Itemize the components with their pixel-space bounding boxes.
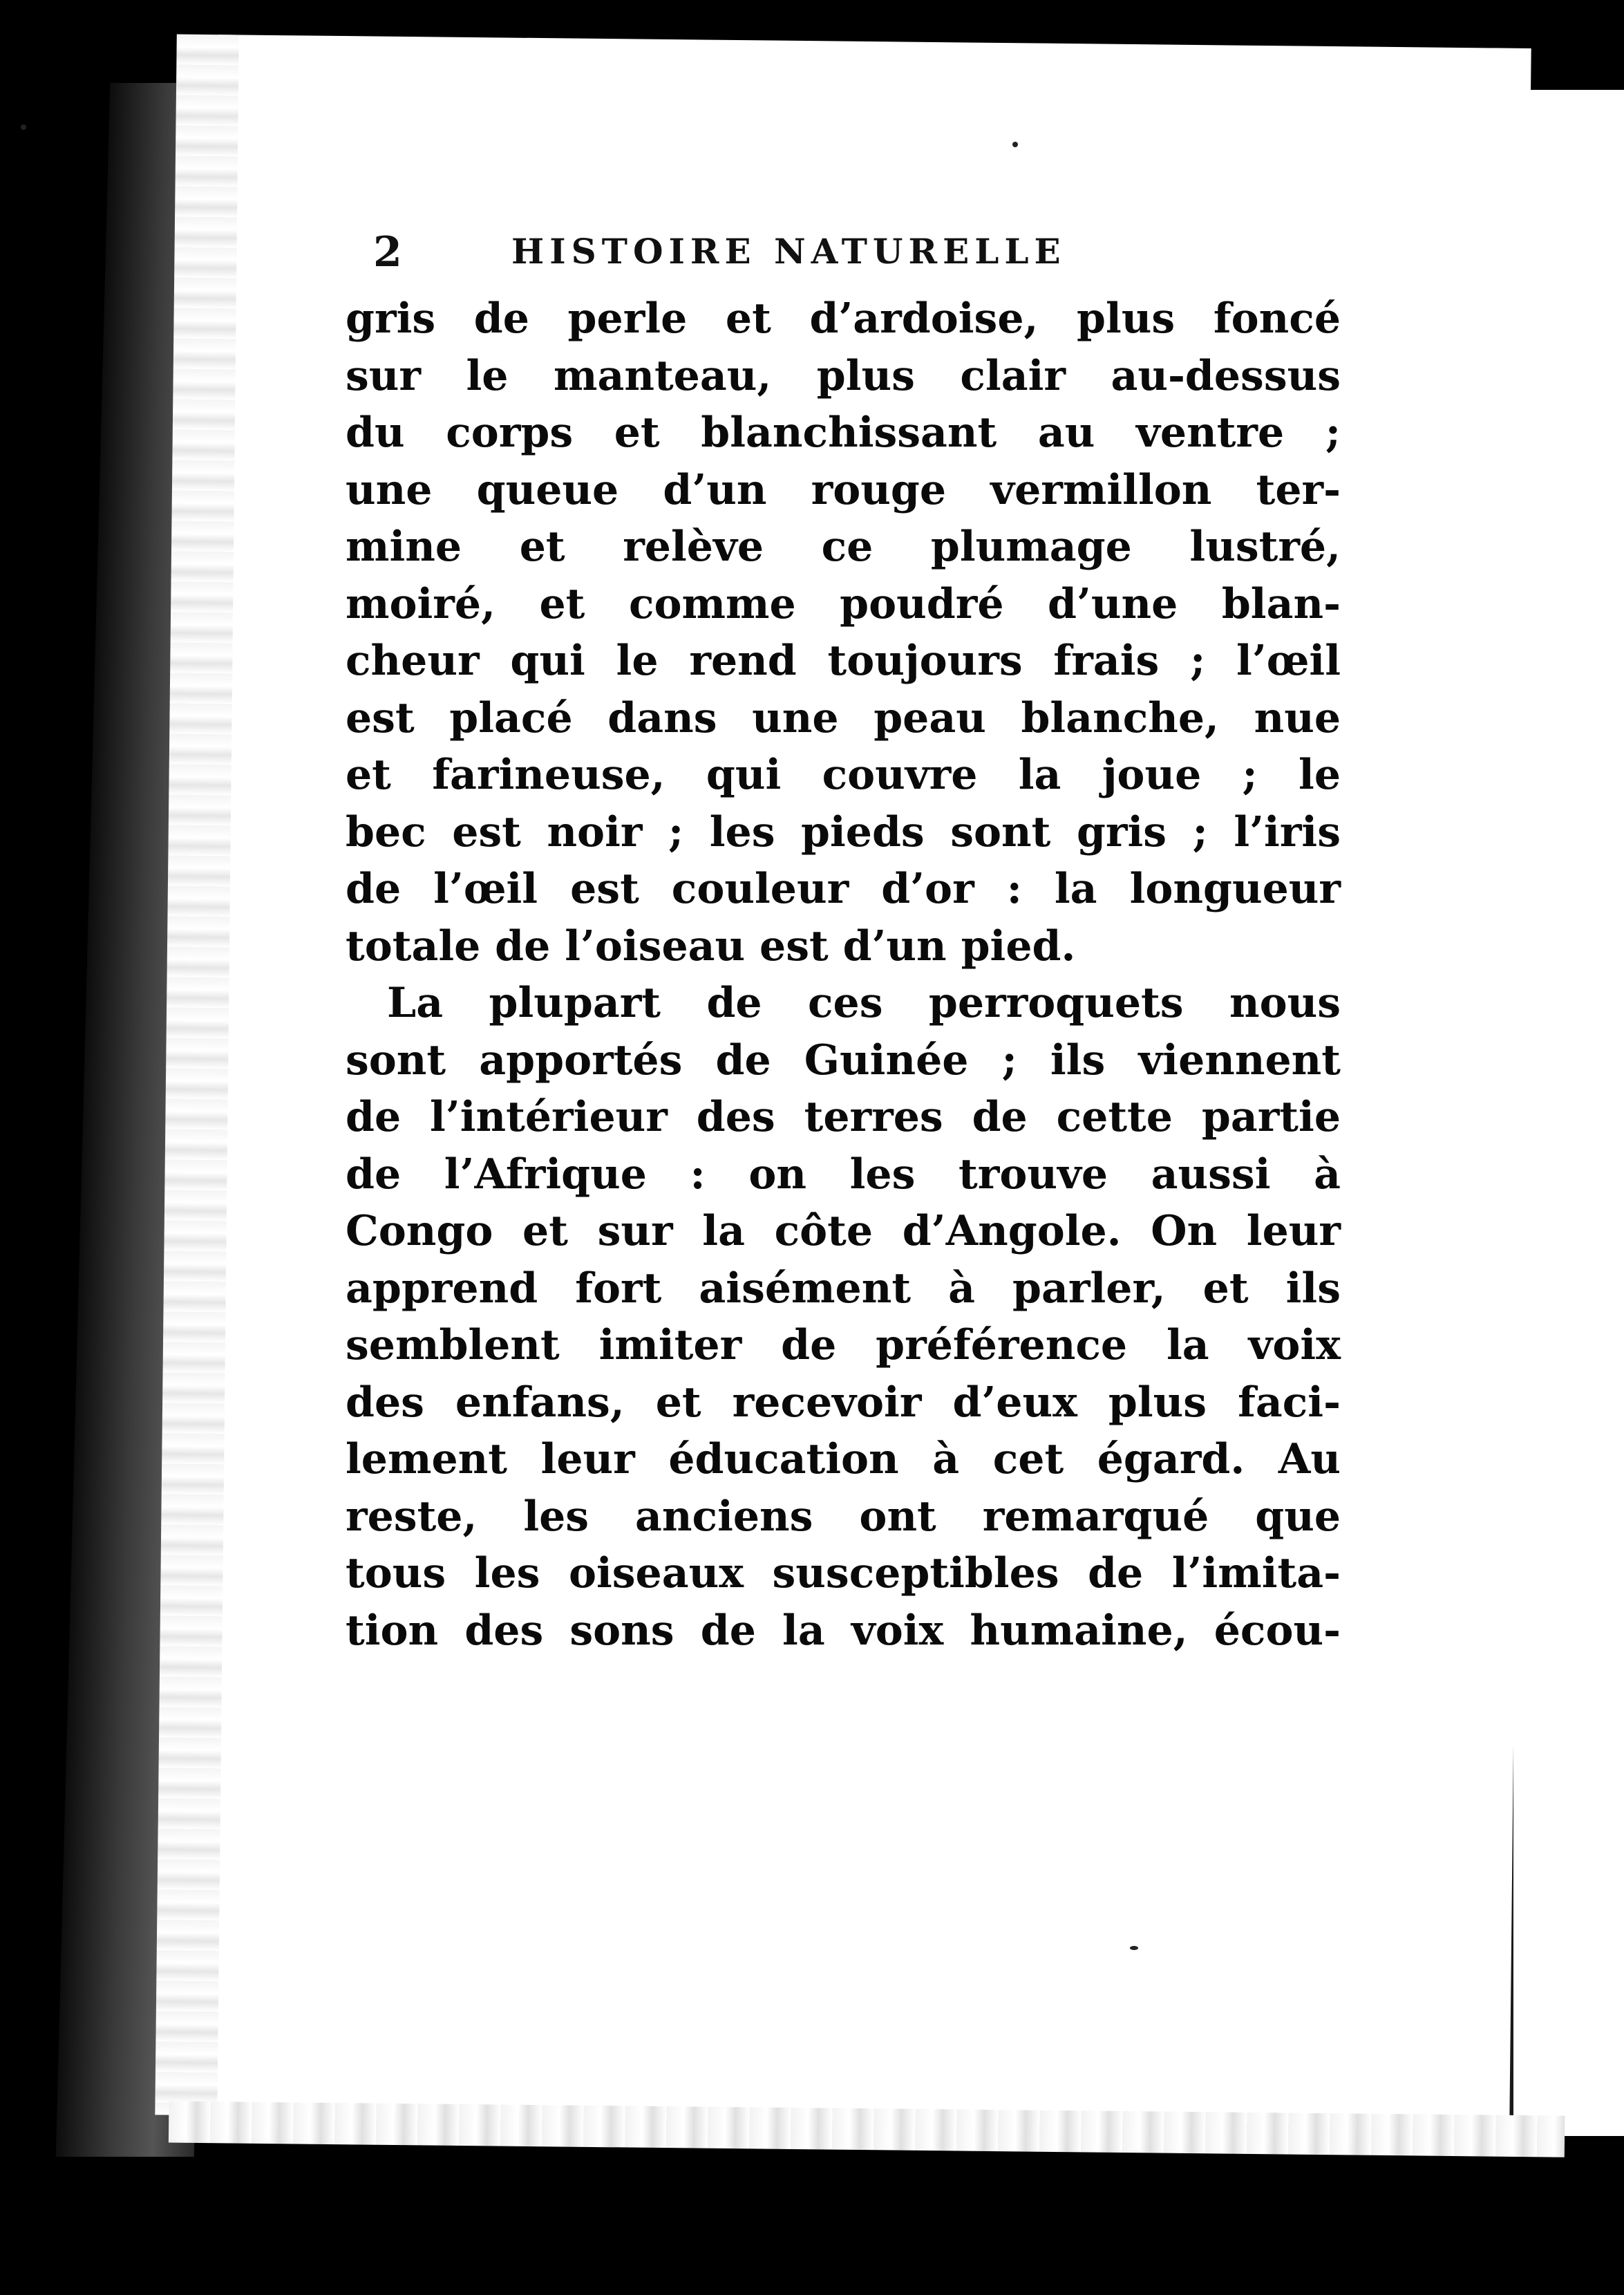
text-line: reste, les anciens ont remarqué que: [346, 1492, 1341, 1541]
text-line: Congo et sur la côte d’Angole. On leur: [346, 1207, 1341, 1255]
text-line: une queue d’un rouge vermillon ter-: [346, 465, 1341, 514]
text-line: de l’œil est couleur d’or : la longueur: [346, 865, 1341, 913]
page-header: [373, 228, 1202, 290]
text-line: semblent imiter de préférence la voix: [346, 1321, 1341, 1369]
text-line: cheur qui le rend toujours frais ; l’œil: [346, 637, 1341, 685]
text-line: sont apportés de Guinée ; ils viennent: [346, 1036, 1341, 1085]
text-line: totale de l’oiseau est d’un pied.: [346, 921, 1076, 971]
text-line: gris de perle et d’ardoise, plus foncé: [346, 294, 1341, 343]
text-line: mine et relève ce plumage lustré,: [346, 523, 1341, 571]
text-line: sur le manteau, plus clair au-dessus: [346, 351, 1341, 400]
text-line: du corps et blanchissant au ventre ;: [346, 409, 1341, 457]
running-head: HISTOIRE NATURELLE: [511, 231, 1066, 272]
text-line: et farineuse, qui couvre la joue ; le: [346, 751, 1341, 799]
text-line: de l’intérieur des terres de cette partie: [346, 1093, 1341, 1141]
scan-speck: [1012, 142, 1018, 147]
text-line: de l’Afrique : on les trouve aussi à: [346, 1150, 1341, 1199]
text-line: tous les oiseaux susceptibles de l’imita-: [346, 1549, 1341, 1598]
deckled-bottom-edge: [169, 2101, 1565, 2157]
body-text: [346, 290, 1341, 1659]
page-number: 2: [373, 228, 402, 277]
text-line: tion des sons de la voix humaine, écou-: [346, 1606, 1341, 1655]
text-line: des enfans, et recevoir d’eux plus faci-: [346, 1378, 1341, 1427]
paragraph-1: [346, 290, 1341, 975]
text-line: est placé dans une peau blanche, nue: [346, 693, 1341, 742]
text-line: bec est noir ; les pieds sont gris ; l’iris: [346, 807, 1341, 856]
text-line: lement leur éducation à cet égard. Au: [346, 1435, 1341, 1483]
text-line: La plupart de ces perroquets nous: [387, 979, 1341, 1027]
paragraph-2: [346, 975, 1341, 1659]
scan-speck: [21, 124, 26, 130]
text-line: apprend fort aisément à parler, et ils: [346, 1264, 1341, 1313]
text-line: moiré, et comme poudré d’une blan-: [346, 579, 1341, 628]
scan-speck: [1130, 1946, 1138, 1950]
